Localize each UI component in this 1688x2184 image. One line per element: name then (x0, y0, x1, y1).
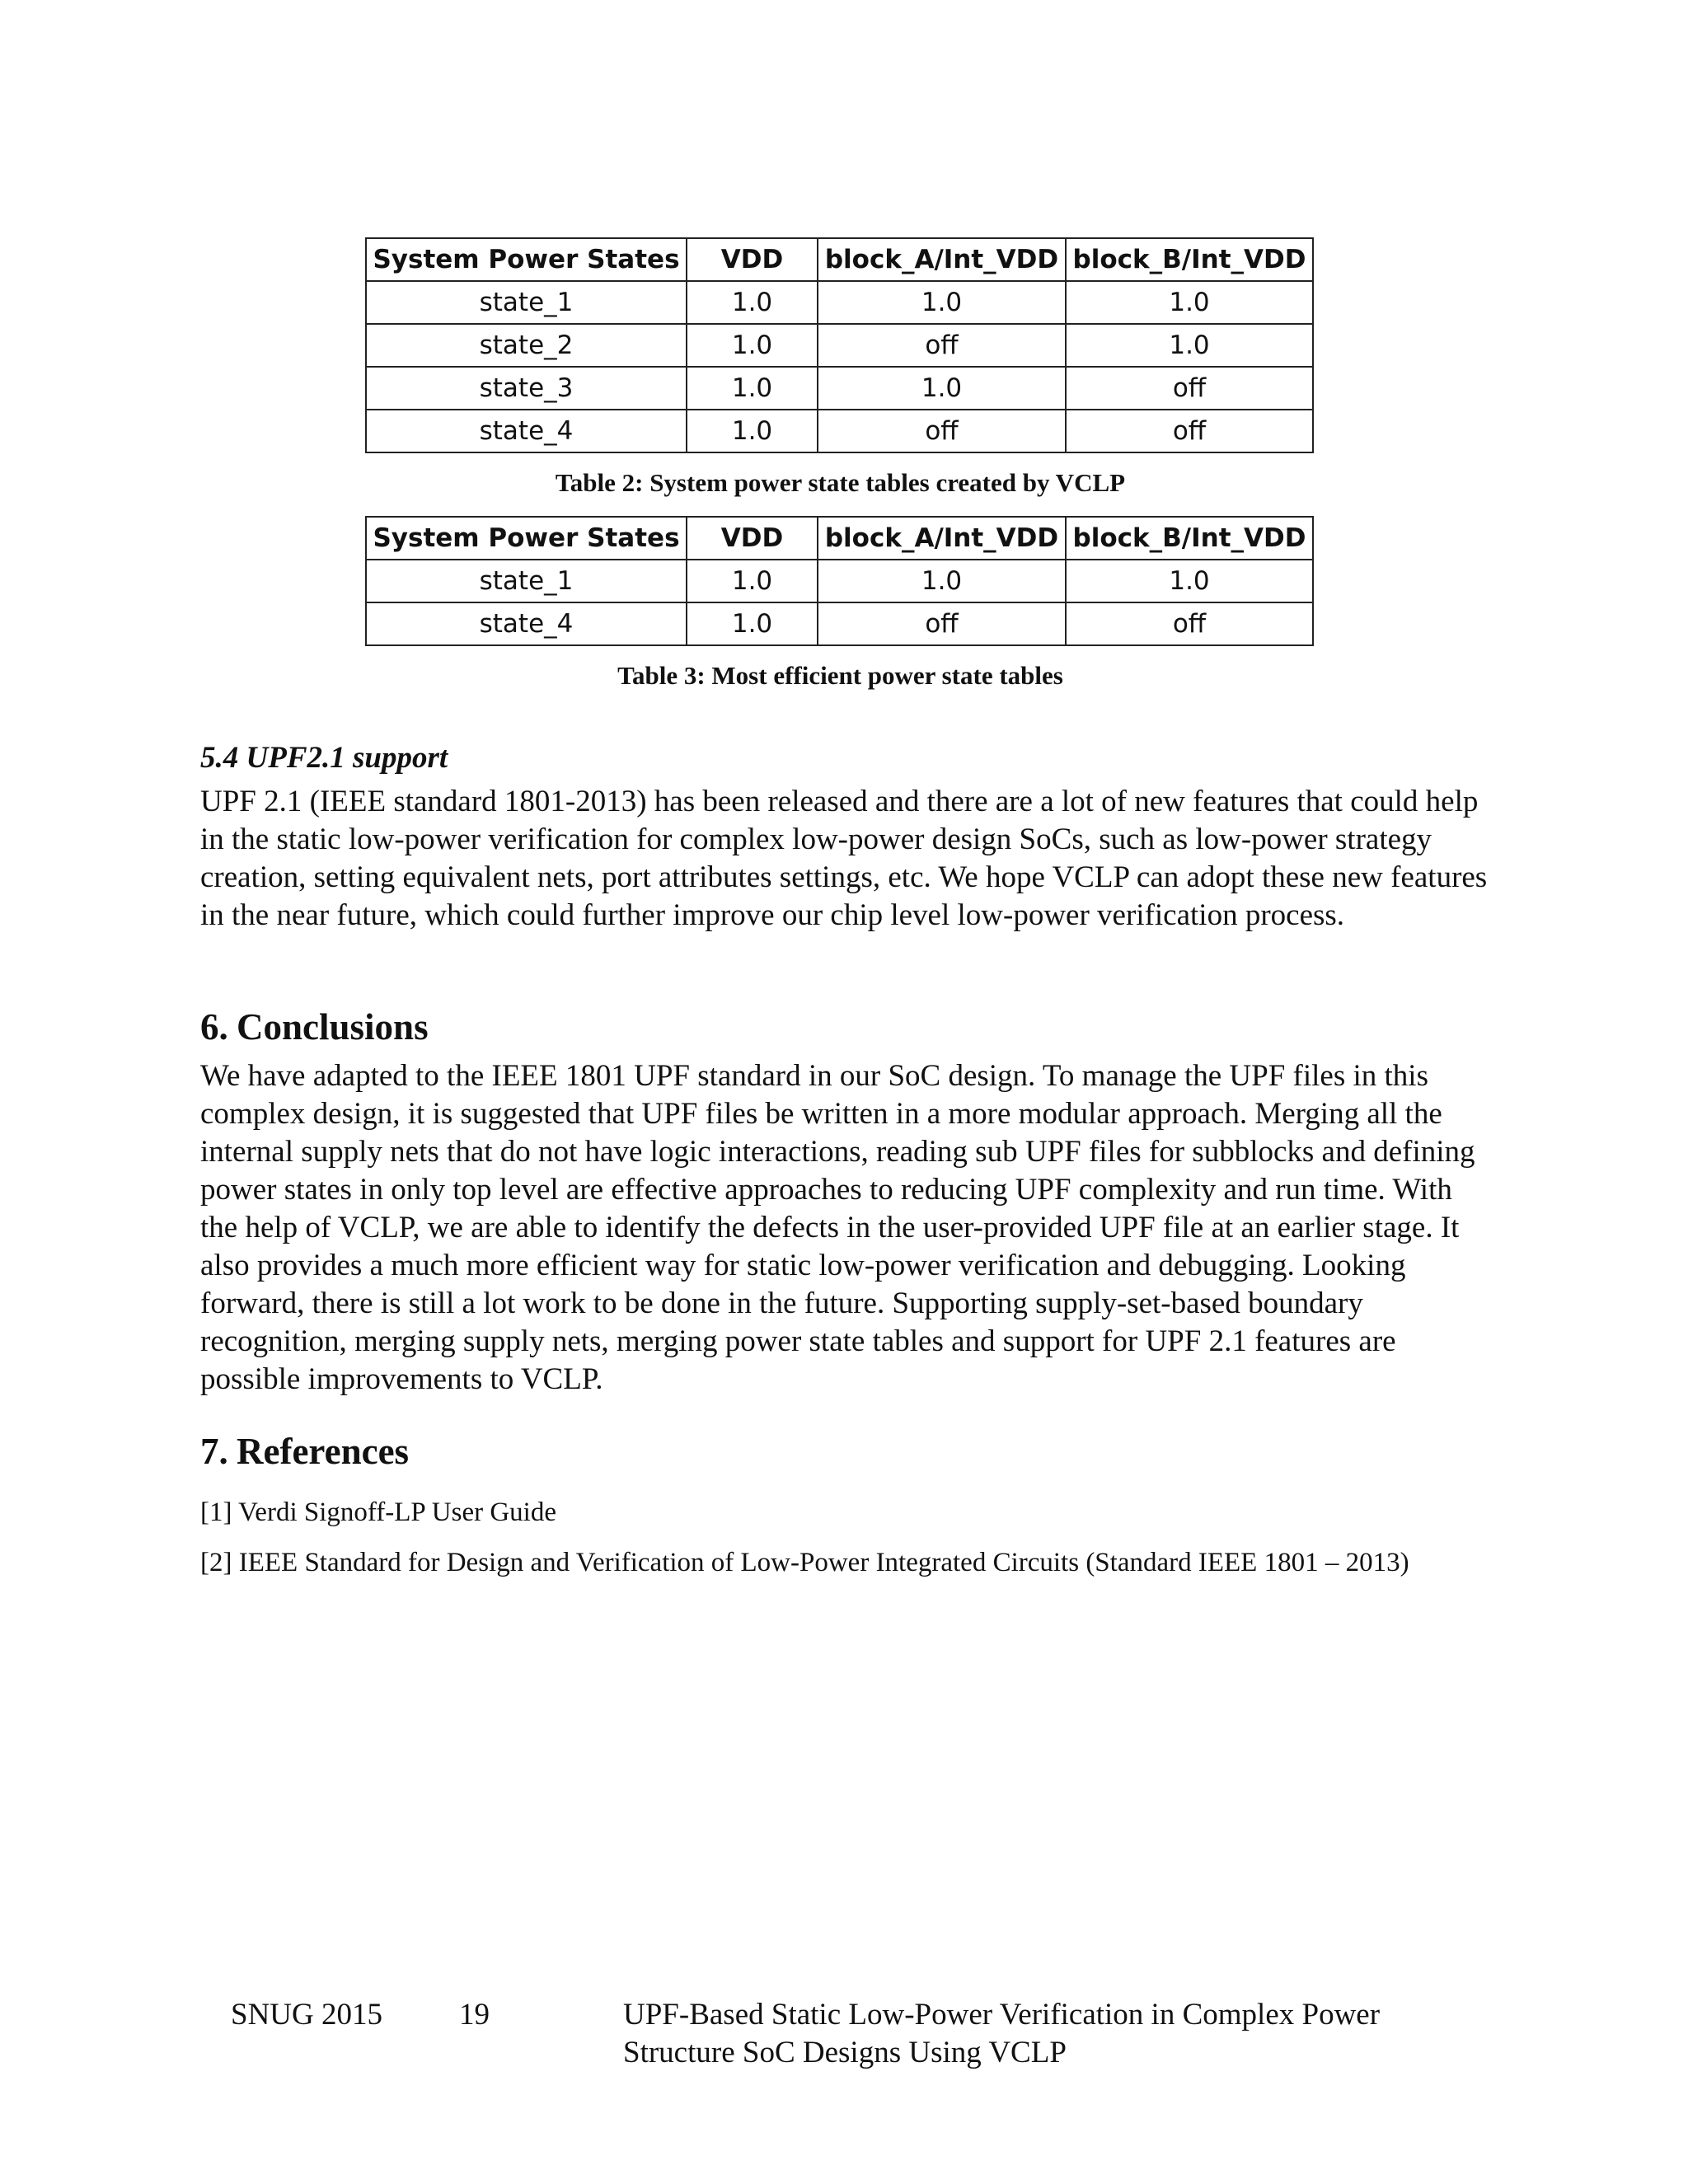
section-5-4-body: UPF 2.1 (IEEE standard 1801-2013) has been released and there are a lot of new features that could help in the static low-power verification for complex low-power design SoCs, such as low-power strategy creation, setting equivalent nets, port attributes settings, etc. We hope VCLP can adopt these new features in the near future, which could further improve our chip level low-power verification process. (200, 785, 1488, 932)
table-cell: state_2 (366, 324, 687, 367)
table-cell: off (1066, 367, 1313, 410)
header-cell: block_A/Int_VDD (818, 517, 1066, 560)
power-state-table-3 (365, 516, 1314, 646)
table-row (366, 367, 1313, 410)
table-2-caption: Table 2: System power state tables created by VCLP (555, 468, 1126, 497)
table-cell: state_3 (366, 367, 687, 410)
table-cell: 1.0 (1066, 324, 1313, 367)
table-cell: state_4 (366, 410, 687, 452)
footer-title-line-1: UPF-Based Static Low-Power Verification in Complex Power (623, 1998, 1381, 2032)
section-5-4-heading: 5.4 UPF2.1 support (200, 741, 448, 775)
header-cell: System Power States (366, 238, 687, 281)
footer-title-line-2: Structure SoC Designs Using VCLP (623, 2036, 1067, 2069)
table-cell: 1.0 (687, 324, 818, 367)
header-cell: block_B/Int_VDD (1066, 238, 1313, 281)
table-row (366, 602, 1313, 645)
table-row (366, 281, 1313, 324)
table-cell: off (1066, 410, 1313, 452)
footer-page-number: 19 (459, 1998, 490, 2032)
table-cell: 1.0 (687, 602, 818, 645)
section-number: 7. (200, 1431, 228, 1472)
header-cell: VDD (687, 238, 818, 281)
conclusions-heading (200, 1005, 429, 1048)
table-cell: state_1 (366, 560, 687, 602)
table-cell: off (818, 410, 1066, 452)
conclusions-body: We have adapted to the IEEE 1801 UPF standard in our SoC design. To manage the UPF files in this complex design, it is suggested that UPF files be written in a more modular approach. Merging all the internal supply nets that do not have logic interactions, reading sub UPF files for subblocks and defining power states in only top level are effective approaches to reducing UPF complexity and run time. With the help of VCLP, we are able to identify the defects in the user-provided UPF file at an earlier stage. It also provides a much more efficient way for static low-power verification and debugging. Looking forward, there is still a lot work to be done in the future. Supporting supply-set-based boundary recognition, merging supply nets, merging power state tables and support for UPF 2.1 features are possible improvements to VCLP. (200, 1059, 1475, 1396)
table-cell: state_4 (366, 602, 687, 645)
table-cell: off (818, 324, 1066, 367)
table-cell: 1.0 (687, 367, 818, 410)
section-number: 6. (200, 1006, 228, 1047)
table-row (366, 324, 1313, 367)
header-cell: block_A/Int_VDD (818, 238, 1066, 281)
table-cell: 1.0 (687, 410, 818, 452)
header-cell: System Power States (366, 517, 687, 560)
power-state-table-2 (365, 237, 1314, 453)
table-cell: state_1 (366, 281, 687, 324)
table-cell: 1.0 (1066, 560, 1313, 602)
table-row (366, 410, 1313, 452)
table-cell: off (818, 602, 1066, 645)
table-cell: 1.0 (687, 281, 818, 324)
table-cell: 1.0 (818, 367, 1066, 410)
reference-item: [2] IEEE Standard for Design and Verification of Low-Power Integrated Circuits (Standard IEEE 1801 – 2013) (200, 1548, 1409, 1577)
table-row (366, 560, 1313, 602)
table-3-caption: Table 3: Most efficient power state tables (617, 661, 1063, 690)
table-cell: off (1066, 602, 1313, 645)
footer-conference: SNUG 2015 (231, 1998, 382, 2032)
table-cell: 1.0 (1066, 281, 1313, 324)
table-cell: 1.0 (818, 281, 1066, 324)
table-cell: 1.0 (818, 560, 1066, 602)
table-cell: 1.0 (687, 560, 818, 602)
section-title: References (237, 1431, 410, 1472)
references-heading (200, 1430, 409, 1473)
section-title: Conclusions (237, 1006, 429, 1047)
reference-item: [1] Verdi Signoff-LP User Guide (200, 1497, 556, 1527)
table-header-row (366, 238, 1313, 281)
table-header-row (366, 517, 1313, 560)
header-cell: block_B/Int_VDD (1066, 517, 1313, 560)
header-cell: VDD (687, 517, 818, 560)
